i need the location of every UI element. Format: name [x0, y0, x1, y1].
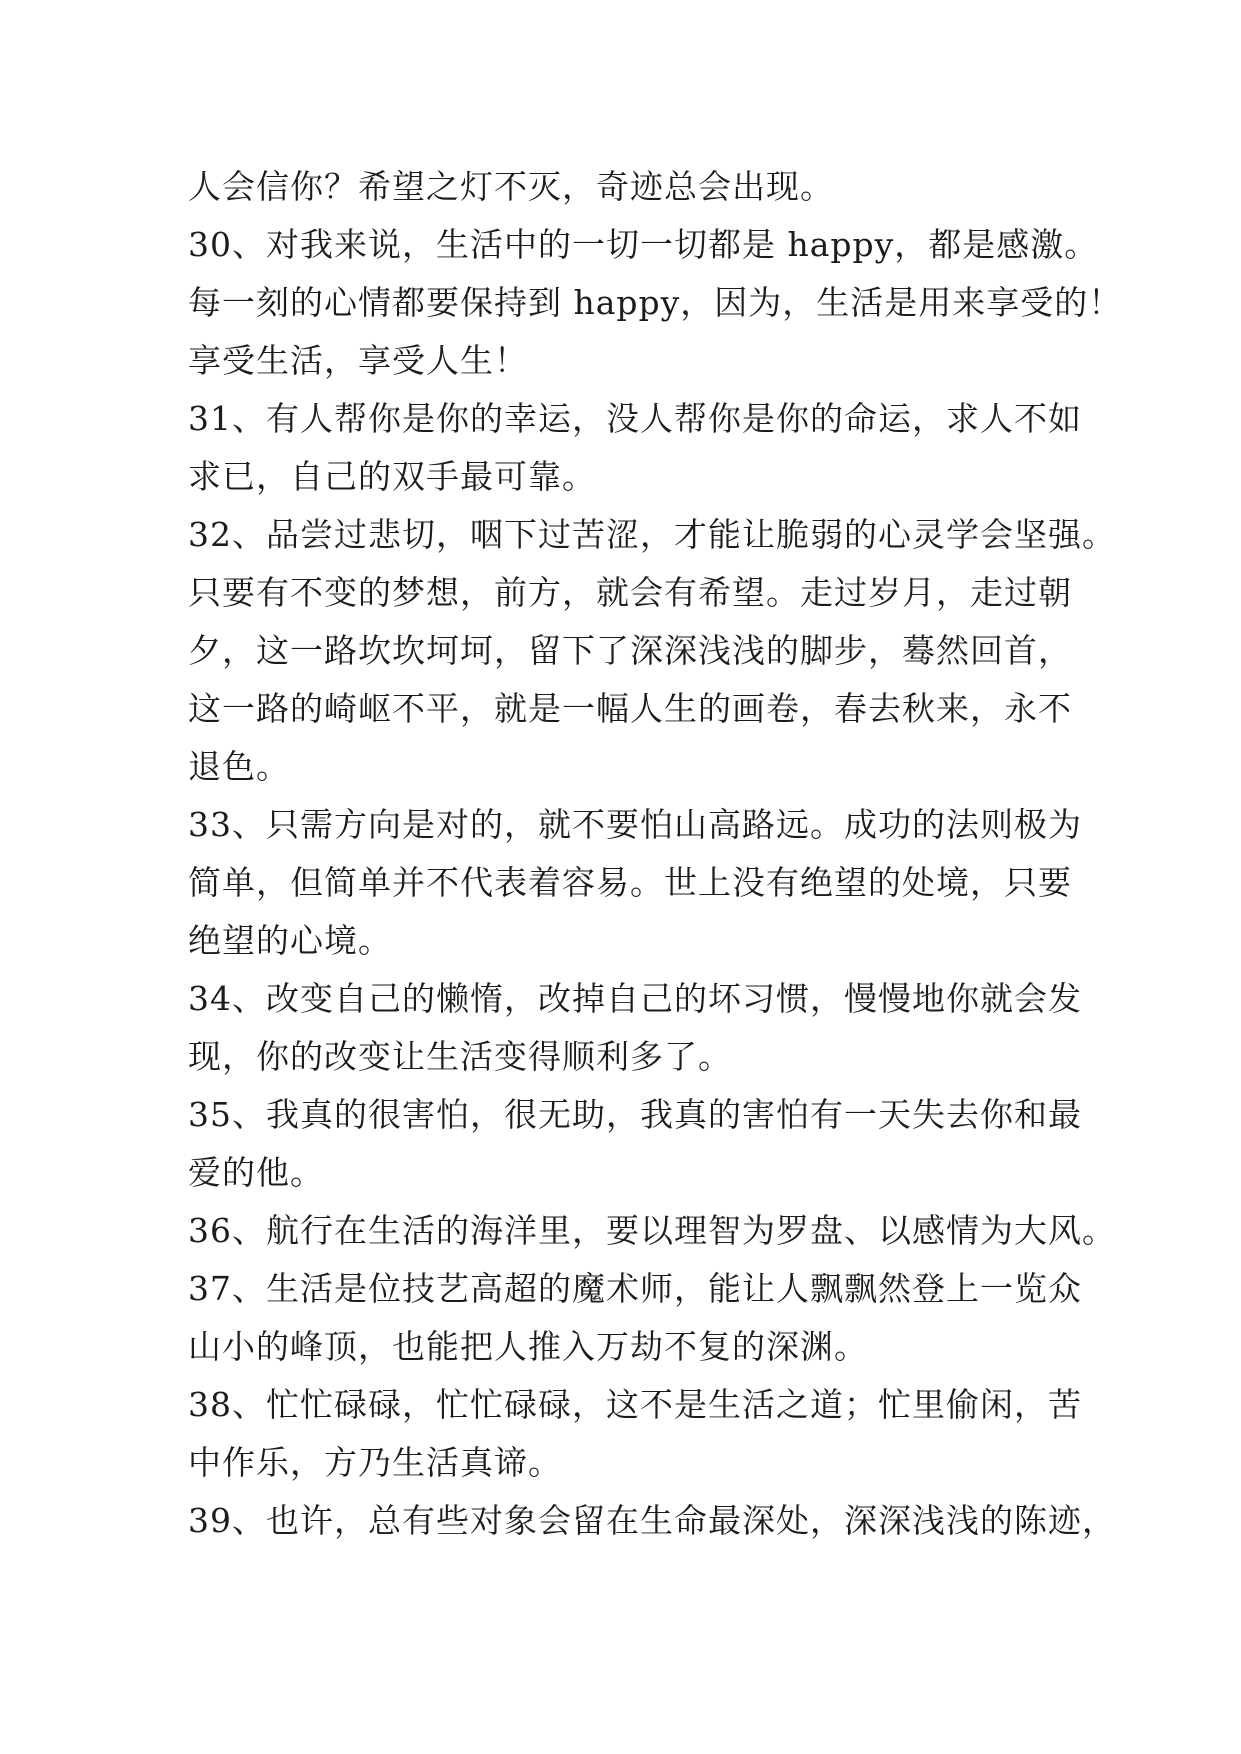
text-line: 现，你的改变让生活变得顺利多了。 [188, 1037, 732, 1076]
text-line: 享受生活，享受人生！ [188, 341, 528, 380]
text-line: 37、生活是位技艺高超的魔术师，能让人飘飘然登上一览众 [188, 1269, 1082, 1308]
text-line: 32、品尝过悲切，咽下过苦涩，才能让脆弱的心灵学会坚强。 [188, 515, 1116, 554]
document-body [188, 158, 1123, 1550]
text-line: 求已，自己的双手最可靠。 [188, 457, 596, 496]
text-line: 绝望的心境。 [188, 921, 392, 960]
text-line: 33、只需方向是对的，就不要怕山高路远。成功的法则极为 [188, 805, 1082, 844]
text-line: 38、忙忙碌碌，忙忙碌碌，这不是生活之道；忙里偷闲，苦 [188, 1385, 1082, 1424]
text-line: 36、航行在生活的海洋里，要以理智为罗盘、以感情为大风。 [188, 1211, 1116, 1250]
text-line: 爱的他。 [188, 1153, 324, 1192]
text-line: 只要有不变的梦想，前方，就会有希望。走过岁月，走过朝 [188, 573, 1072, 612]
text-line: 39、也许，总有些对象会留在生命最深处，深深浅浅的陈迹， [188, 1501, 1116, 1540]
text-line: 退色。 [188, 747, 290, 786]
text-line: 简单，但简单并不代表着容易。世上没有绝望的处境，只要 [188, 863, 1072, 902]
text-line: 中作乐，方乃生活真谛。 [188, 1443, 562, 1482]
text-line: 35、我真的很害怕，很无助，我真的害怕有一天失去你和最 [188, 1095, 1082, 1134]
text-line: 31、有人帮你是你的幸运，没人帮你是你的命运，求人不如 [188, 399, 1082, 438]
text-line: 这一路的崎岖不平，就是一幅人生的画卷，春去秋来，永不 [188, 689, 1072, 728]
text-line: 每一刻的心情都要保持到 happy，因为，生活是用来享受的！ [188, 283, 1123, 322]
text-line: 夕，这一路坎坎坷坷，留下了深深浅浅的脚步，蓦然回首， [188, 631, 1072, 670]
text-line: 人会信你？希望之灯不灭，奇迹总会出现。 [188, 167, 834, 206]
text-line: 30、对我来说，生活中的一切一切都是 happy，都是感激。 [188, 225, 1099, 264]
text-line: 山小的峰顶，也能把人推入万劫不复的深渊。 [188, 1327, 868, 1366]
text-line: 34、改变自己的懒惰，改掉自己的坏习惯，慢慢地你就会发 [188, 979, 1082, 1018]
